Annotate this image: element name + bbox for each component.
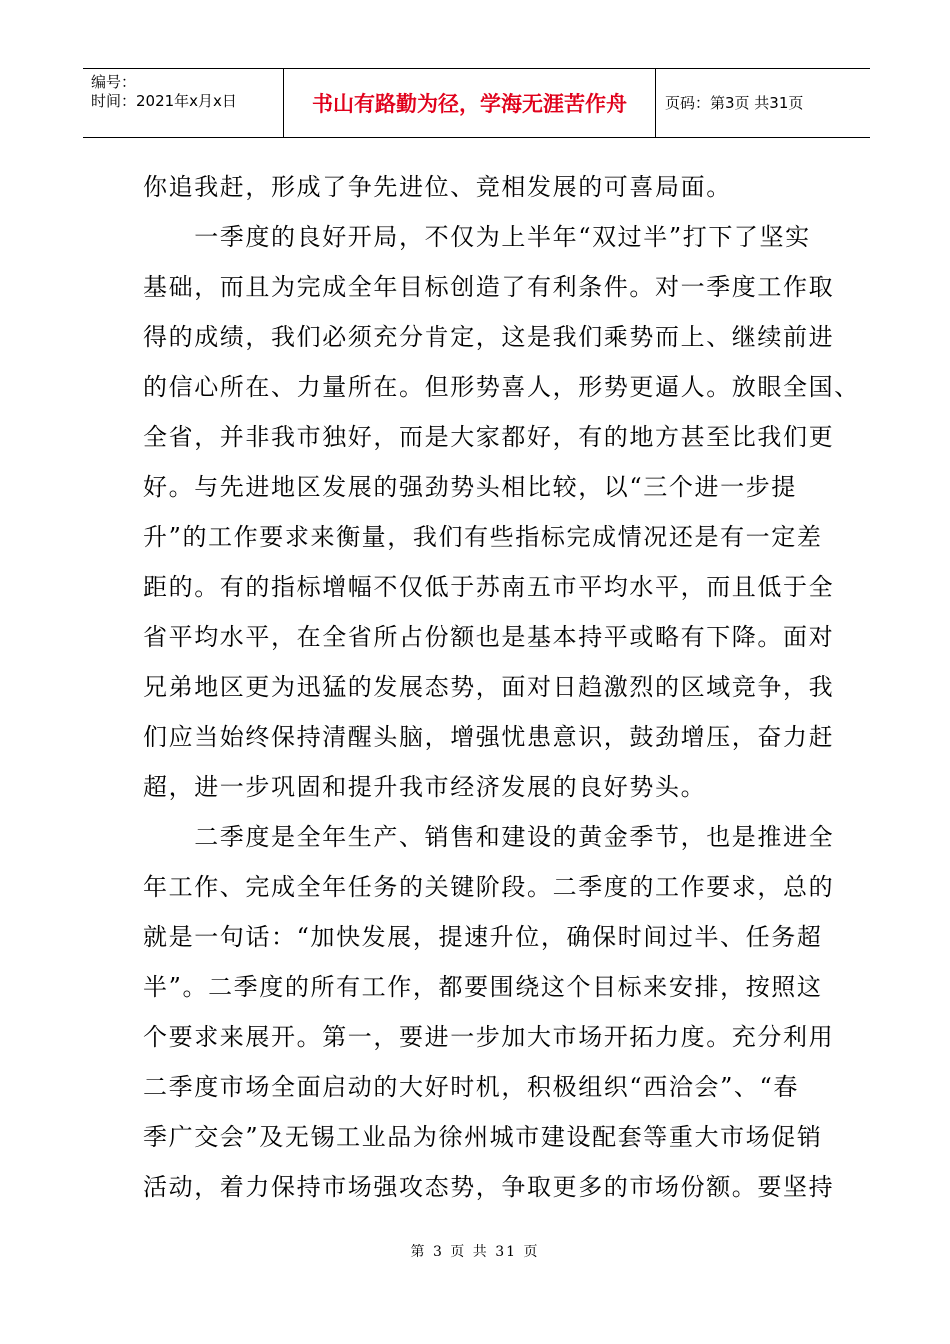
body-text-line: 基础，而且为完成全年目标创造了有利条件。对一季度工作取 bbox=[143, 273, 835, 301]
body-text-line: 好。与先进地区发展的强劲势头相比较，以“三个进一步提 bbox=[143, 473, 797, 501]
body-text-line: 升”的工作要求来衡量，我们有些指标完成情况还是有一定差 bbox=[143, 523, 823, 551]
body-text-line: 个要求来展开。第一，要进一步加大市场开拓力度。充分利用 bbox=[143, 1023, 835, 1051]
header-motto: 书山有路勤为径，学海无涯苦作舟 bbox=[312, 92, 627, 116]
header-middle-cell bbox=[284, 69, 656, 137]
document-number-label: 编号： bbox=[91, 73, 137, 91]
body-text-line: 半”。二季度的所有工作，都要围绕这个目标来安排，按照这 bbox=[143, 973, 823, 1001]
document-date-label: 时间：2021年x月x日 bbox=[91, 92, 237, 110]
page-footer: 第 3 页 共 31 页 bbox=[410, 1244, 540, 1260]
body-text-line: 省平均水平，在全省所占份额也是基本持平或略有下降。面对 bbox=[143, 623, 835, 651]
body-text-line: 你追我赶，形成了争先进位、竞相发展的可喜局面。 bbox=[143, 173, 732, 201]
body-text-line: 的信心所在、力量所在。但形势喜人，形势更逼人。放眼全国、 bbox=[143, 373, 860, 401]
header-left-cell bbox=[83, 69, 284, 137]
body-text-line: 距的。有的指标增幅不仅低于苏南五市平均水平，而且低于全 bbox=[143, 573, 835, 601]
body-text-line: 季广交会”及无锡工业品为徐州城市建设配套等重大市场促销 bbox=[143, 1123, 823, 1151]
body-text-line: 活动，着力保持市场强攻态势，争取更多的市场份额。要坚持 bbox=[143, 1173, 835, 1201]
body-text-line: 二季度市场全面启动的大好时机，积极组织“西洽会”、“春 bbox=[143, 1073, 800, 1101]
body-text-line: 们应当始终保持清醒头脑，增强忧患意识，鼓劲增压，奋力赶 bbox=[143, 723, 835, 751]
body-text-line: 年工作、完成全年任务的关键阶段。二季度的工作要求，总的 bbox=[143, 873, 835, 901]
body-text-line: 得的成绩，我们必须充分肯定，这是我们乘势而上、继续前进 bbox=[143, 323, 835, 351]
body-text-line: 一季度的良好开局，不仅为上半年“双过半”打下了坚实 bbox=[143, 223, 811, 251]
document-body bbox=[143, 162, 860, 1212]
body-text-line: 全省，并非我市独好，而是大家都好，有的地方甚至比我们更 bbox=[143, 423, 835, 451]
page-header bbox=[83, 68, 870, 138]
header-right-cell bbox=[656, 69, 870, 137]
body-text-line: 超，进一步巩固和提升我市经济发展的良好势头。 bbox=[143, 773, 707, 801]
body-text-line: 兄弟地区更为迅猛的发展态势，面对日趋激烈的区域竞争，我 bbox=[143, 673, 835, 701]
body-text-line: 二季度是全年生产、销售和建设的黄金季节，也是推进全 bbox=[143, 823, 835, 851]
body-text-line: 就是一句话：“加快发展，提速升位，确保时间过半、任务超 bbox=[143, 923, 823, 951]
header-page-info: 页码：第3页 共31页 bbox=[665, 94, 804, 112]
